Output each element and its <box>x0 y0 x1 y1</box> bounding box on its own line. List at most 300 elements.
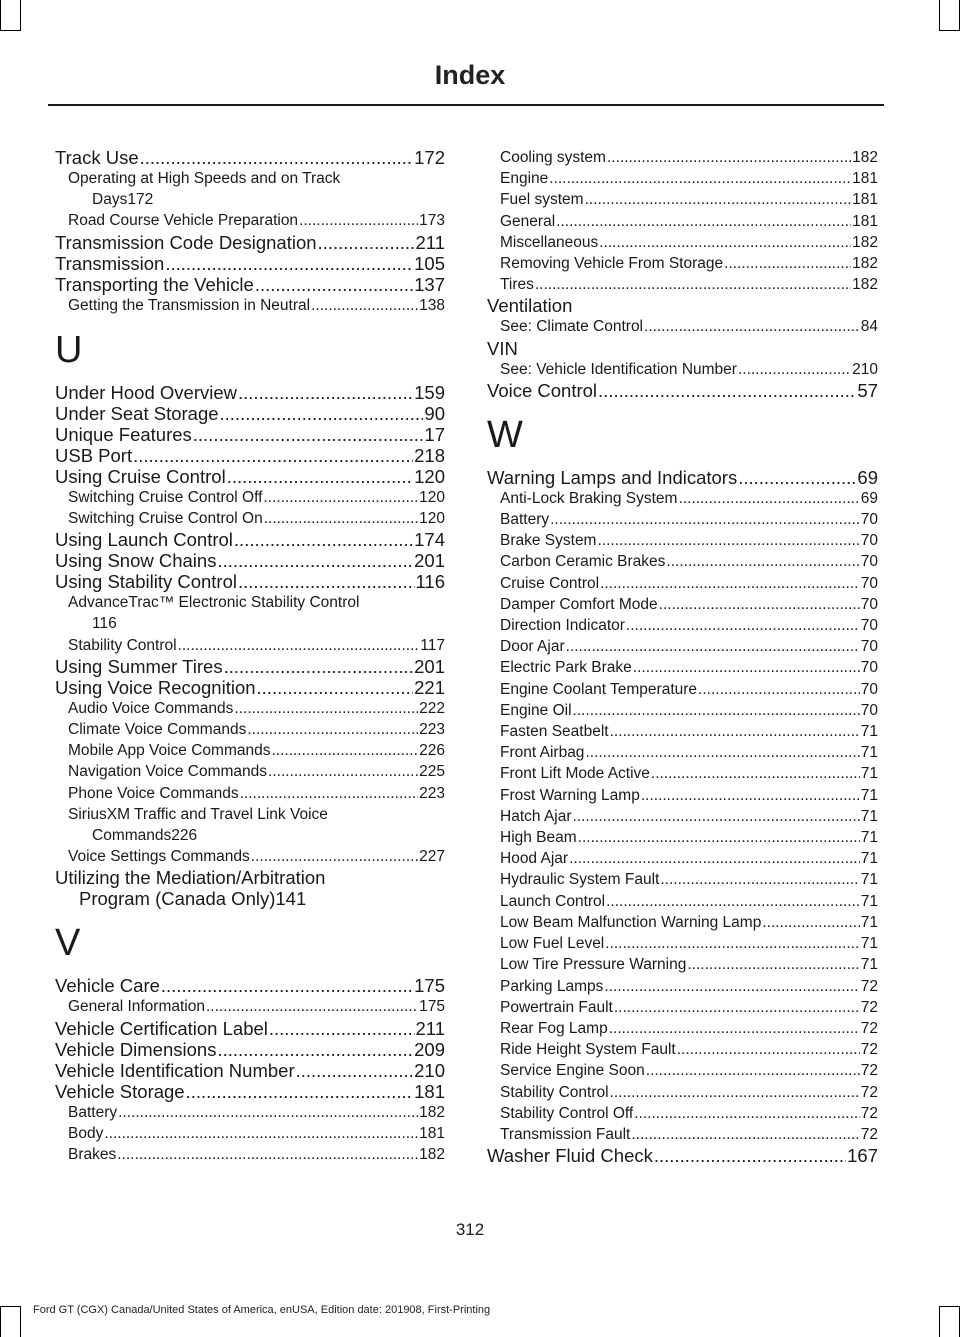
entry-page-number: 182 <box>852 233 878 251</box>
index-entry[interactable] <box>487 147 878 168</box>
dot-leader <box>240 783 419 804</box>
entry-page-number: 69 <box>857 466 878 488</box>
index-entry[interactable] <box>55 975 445 996</box>
dot-leader <box>646 1060 860 1081</box>
index-entry[interactable] <box>55 571 445 592</box>
index-entry[interactable] <box>487 189 878 210</box>
dot-leader <box>585 742 859 763</box>
entry-label: Hydraulic System Fault <box>500 871 660 889</box>
index-entry[interactable] <box>55 1123 445 1144</box>
entry-label: Hatch Ajar <box>500 807 572 825</box>
index-entry[interactable] <box>55 232 445 253</box>
dot-leader <box>600 573 860 594</box>
dot-leader <box>318 232 415 253</box>
index-entry[interactable] <box>55 656 445 677</box>
index-entry[interactable] <box>487 721 878 742</box>
entry-label: Engine Coolant Temperature <box>500 680 698 698</box>
entry-page-number: 71 <box>860 913 878 931</box>
index-heading: VIN <box>487 337 518 359</box>
dot-leader <box>607 147 851 168</box>
entry-page-number: 211 <box>415 231 445 253</box>
entry-page-number: 72 <box>860 1062 878 1080</box>
dot-leader <box>605 933 859 954</box>
entry-label: Battery <box>500 511 550 529</box>
entry-label: Climate Voice Commands <box>68 721 247 739</box>
header-rule <box>48 104 884 106</box>
entry-page-number: 181 <box>852 212 878 230</box>
entry-page-number: 227 <box>419 848 445 866</box>
dot-leader <box>573 806 860 827</box>
index-entry[interactable] <box>55 867 445 909</box>
entry-page-number: 120 <box>414 465 445 487</box>
entry-page-number: 210 <box>852 360 878 378</box>
index-entry[interactable] <box>55 635 445 656</box>
index-entry[interactable] <box>487 551 878 572</box>
entry-label-continued: Commands <box>92 827 172 845</box>
dot-leader <box>604 976 859 997</box>
dot-leader <box>610 1082 860 1103</box>
entry-label: Using Voice Recognition <box>55 676 256 698</box>
index-entry[interactable] <box>487 211 878 232</box>
index-entry[interactable] <box>487 700 878 721</box>
entry-label: Getting the Transmission in Neutral <box>68 296 311 314</box>
entry-label: Audio Voice Commands <box>68 699 234 717</box>
dot-leader <box>698 679 860 700</box>
index-entry[interactable] <box>487 1039 878 1060</box>
index-entry[interactable] <box>55 147 445 168</box>
index-entry[interactable] <box>55 1081 445 1102</box>
entry-page-number: 182 <box>852 255 878 273</box>
entry-page-number: 57 <box>857 379 878 401</box>
entry-label: Parking Lamps <box>500 977 604 995</box>
dot-leader <box>626 615 860 636</box>
entry-page-number: 72 <box>860 1104 878 1122</box>
dot-leader <box>178 635 420 656</box>
entry-page-number: 141 <box>275 888 307 910</box>
entry-label: Vehicle Care <box>55 975 160 997</box>
entry-page-number: 181 <box>852 191 878 209</box>
entry-label: Hood Ajar <box>500 850 569 868</box>
dot-leader <box>634 1103 860 1124</box>
dot-leader <box>535 274 851 295</box>
index-entry[interactable] <box>487 253 878 274</box>
dot-leader <box>206 996 418 1017</box>
index-entry[interactable] <box>487 679 878 700</box>
section-letter: V <box>55 922 81 965</box>
entry-label: USB Port <box>55 444 133 466</box>
dot-leader <box>234 529 413 550</box>
entry-page-number: 211 <box>415 1017 445 1039</box>
dot-leader <box>117 1144 418 1165</box>
dot-leader <box>654 1145 846 1166</box>
entry-page-number: 70 <box>860 595 878 613</box>
entry-label: Switching Cruise Control Off <box>68 488 263 506</box>
entry-page-number: 71 <box>860 871 878 889</box>
index-entry[interactable] <box>55 1144 445 1165</box>
index-entry[interactable] <box>487 1124 878 1145</box>
crop-mark <box>939 1306 960 1307</box>
entry-page-number: 172 <box>414 147 445 168</box>
index-entry[interactable] <box>487 509 878 530</box>
entry-page-number: 71 <box>860 892 878 910</box>
entry-label-continued: Program (Canada Only) <box>79 888 276 910</box>
entry-label: Stability Control <box>68 636 177 654</box>
footer-edition-text: Ford GT (CGX) Canada/United States of America, enUSA, Edition date: 201908, First-Printing <box>33 1304 491 1316</box>
dot-leader <box>165 253 413 274</box>
dot-leader <box>609 1018 860 1039</box>
index-entry[interactable] <box>487 594 878 615</box>
entry-page-number: 159 <box>414 381 445 403</box>
entry-label: Battery <box>68 1103 118 1121</box>
entry-label: Rear Fog Lamp <box>500 1019 608 1037</box>
page-number: 312 <box>455 1220 485 1239</box>
entry-label: See: Vehicle Identification Number <box>500 360 737 378</box>
entry-label: Engine <box>500 170 549 188</box>
entry-page-number: 201 <box>414 655 445 677</box>
entry-page-number: 174 <box>414 529 445 551</box>
index-entry[interactable] <box>55 168 445 210</box>
entry-page-number: 181 <box>852 170 878 188</box>
entry-label: Using Summer Tires <box>55 655 223 677</box>
entry-label: Fasten Seatbelt <box>500 723 609 741</box>
index-entry[interactable] <box>55 253 445 274</box>
entry-page-number: 223 <box>419 784 445 802</box>
index-entry[interactable] <box>487 168 878 189</box>
entry-label: Unique Features <box>55 423 192 445</box>
dot-leader <box>296 1060 414 1081</box>
index-entry[interactable] <box>487 1103 878 1124</box>
index-entry[interactable] <box>55 783 445 804</box>
entry-continuation <box>68 189 445 210</box>
dot-leader <box>133 445 413 466</box>
index-entry[interactable] <box>55 996 445 1017</box>
index-entry[interactable] <box>487 742 878 763</box>
dot-leader <box>738 467 856 488</box>
entry-page-number: 70 <box>860 617 878 635</box>
entry-page-number: 70 <box>860 659 878 677</box>
page-title: Index <box>434 60 506 90</box>
dot-leader <box>606 891 860 912</box>
index-entry[interactable] <box>55 274 445 295</box>
entry-page-number: 120 <box>419 510 445 528</box>
entry-page-number: 173 <box>419 212 445 230</box>
entry-label: Voice Settings Commands <box>68 848 250 866</box>
entry-label: Warning Lamps and Indicators <box>487 466 738 488</box>
index-entry[interactable] <box>55 846 445 867</box>
index-entry[interactable] <box>55 804 445 846</box>
index-entry[interactable] <box>487 848 878 869</box>
index-entry[interactable] <box>55 466 445 487</box>
entry-label: Fuel system <box>500 191 584 209</box>
dot-leader <box>578 827 860 848</box>
entry-page-number: 72 <box>860 1019 878 1037</box>
entry-label: Navigation Voice Commands <box>68 763 268 781</box>
entry-page-number: 137 <box>414 273 445 295</box>
index-entry[interactable] <box>487 954 878 975</box>
dot-leader <box>651 763 860 784</box>
entry-label: Body <box>68 1124 104 1142</box>
crop-mark <box>20 1307 21 1337</box>
entry-continuation <box>55 888 445 909</box>
dot-leader <box>633 657 860 678</box>
dot-leader <box>299 210 418 231</box>
entry-label: Powertrain Fault <box>500 998 613 1016</box>
section-letter: U <box>55 328 83 371</box>
entry-page-number: 71 <box>860 744 878 762</box>
index-entry[interactable] <box>487 806 878 827</box>
dot-leader <box>193 424 424 445</box>
index-entry[interactable] <box>487 530 878 551</box>
dot-leader <box>641 785 860 806</box>
entry-label: Stability Control Off <box>500 1104 634 1122</box>
entry-label: General Information <box>68 998 205 1016</box>
entry-label: Utilizing the Mediation/Arbitration <box>55 867 326 889</box>
entry-label: Front Lift Mode Active <box>500 765 650 783</box>
entry-label: Using Stability Control <box>55 571 237 593</box>
entry-page-number: 71 <box>860 807 878 825</box>
crop-mark <box>20 0 21 30</box>
index-entry[interactable] <box>487 1145 878 1166</box>
dot-leader <box>269 1018 415 1039</box>
index-entry[interactable] <box>55 487 445 508</box>
entry-label: Low Beam Malfunction Warning Lamp <box>500 913 762 931</box>
entry-page-number: 225 <box>419 763 445 781</box>
entry-label: Damper Comfort Mode <box>500 595 658 613</box>
entry-page-number: 167 <box>847 1145 878 1167</box>
index-entry[interactable] <box>55 761 445 782</box>
dot-leader <box>264 508 418 529</box>
entry-page-number: 181 <box>419 1124 445 1142</box>
entry-page-number: 72 <box>860 998 878 1016</box>
entry-page-number: 117 <box>420 636 445 654</box>
dot-leader <box>311 295 418 316</box>
entry-page-number: 72 <box>860 977 878 995</box>
dot-leader <box>599 232 851 253</box>
entry-label: Removing Vehicle From Storage <box>500 255 724 273</box>
index-entry[interactable] <box>55 719 445 740</box>
index-entry[interactable] <box>487 1018 878 1039</box>
dot-leader <box>660 869 859 890</box>
dot-leader <box>550 509 860 530</box>
dot-leader <box>217 550 413 571</box>
entry-page-number: 116 <box>415 571 445 593</box>
entry-label: Brake System <box>500 532 597 550</box>
entry-label: Mobile App Voice Commands <box>68 742 271 760</box>
entry-label: Washer Fluid Check <box>487 1145 653 1167</box>
index-entry[interactable] <box>487 615 878 636</box>
index-entry[interactable] <box>55 295 445 316</box>
index-entry[interactable] <box>487 1082 878 1103</box>
entry-label: Track Use <box>55 147 139 168</box>
entry-label: Vehicle Dimensions <box>55 1038 217 1060</box>
dot-leader <box>186 1081 414 1102</box>
entry-page-number: 72 <box>860 1041 878 1059</box>
entry-label: Carbon Ceramic Brakes <box>500 553 666 571</box>
dot-leader <box>118 1102 418 1123</box>
entry-page-number: 72 <box>860 1083 878 1101</box>
entry-label: Direction Indicator <box>500 617 625 635</box>
index-entry[interactable] <box>487 636 878 657</box>
dot-leader <box>569 848 860 869</box>
index-entry[interactable] <box>487 869 878 890</box>
entry-page-number: 210 <box>414 1059 445 1081</box>
index-entry[interactable] <box>487 316 878 337</box>
dot-leader <box>255 274 413 295</box>
entry-page-number: 70 <box>860 511 878 529</box>
entry-label: General <box>500 212 556 230</box>
entry-page-number: 120 <box>419 488 445 506</box>
entry-label: Anti-Lock Braking System <box>500 489 678 507</box>
entry-label: Cooling system <box>500 149 606 166</box>
dot-leader <box>251 846 418 867</box>
index-entry[interactable] <box>487 763 878 784</box>
dot-leader <box>268 761 418 782</box>
index-entry[interactable] <box>487 657 878 678</box>
dot-leader <box>140 147 414 168</box>
dot-leader <box>598 380 856 401</box>
dot-leader <box>238 571 415 592</box>
entry-page-number: 116 <box>92 615 117 633</box>
dot-leader <box>271 740 418 761</box>
entry-page-number: 71 <box>860 956 878 974</box>
entry-label: Ride Height System Fault <box>500 1041 676 1059</box>
index-entry[interactable] <box>487 976 878 997</box>
index-entry[interactable] <box>55 508 445 529</box>
dot-leader <box>762 912 859 933</box>
entry-label: Using Snow Chains <box>55 550 217 572</box>
dot-leader <box>227 466 413 487</box>
entry-page-number: 175 <box>419 998 445 1016</box>
index-entry[interactable] <box>487 997 878 1018</box>
entry-label: Miscellaneous <box>500 233 599 251</box>
entry-label: Stability Control <box>500 1083 609 1101</box>
entry-label: AdvanceTrac™ Electronic Stability Control <box>68 594 360 612</box>
entry-page-number: 182 <box>852 149 878 166</box>
index-entry[interactable] <box>487 274 878 295</box>
entry-page-number: 201 <box>414 550 445 572</box>
dot-leader <box>257 677 414 698</box>
entry-label: SiriusXM Traffic and Travel Link Voice <box>68 805 328 823</box>
index-entry[interactable] <box>487 827 878 848</box>
index-entry[interactable] <box>55 445 445 466</box>
entry-label: Phone Voice Commands <box>68 784 239 802</box>
dot-leader <box>666 551 859 572</box>
index-entry[interactable] <box>55 677 445 698</box>
entry-label: Electric Park Brake <box>500 659 632 677</box>
index-entry[interactable] <box>487 380 878 401</box>
index-heading: Ventilation <box>487 295 573 317</box>
crop-mark <box>939 0 940 30</box>
entry-page-number: 70 <box>860 701 878 719</box>
dot-leader <box>585 189 852 210</box>
entry-page-number: 182 <box>852 276 878 294</box>
index-entry[interactable] <box>487 785 878 806</box>
entry-page-number: 105 <box>414 252 445 274</box>
index-entry[interactable] <box>487 573 878 594</box>
index-entry[interactable] <box>55 424 445 445</box>
index-entry[interactable] <box>55 698 445 719</box>
entry-label: Switching Cruise Control On <box>68 510 263 528</box>
dot-leader <box>677 1039 860 1060</box>
entry-label-continued: Days <box>92 191 128 209</box>
entry-page-number: 226 <box>419 742 445 760</box>
index-entry[interactable] <box>487 891 878 912</box>
index-entry[interactable] <box>487 232 878 253</box>
entry-page-number: 223 <box>419 721 445 739</box>
index-entry[interactable] <box>55 550 445 571</box>
dot-leader <box>263 487 418 508</box>
index-entry[interactable] <box>55 740 445 761</box>
index-entry[interactable] <box>55 1060 445 1081</box>
entry-label: Vehicle Storage <box>55 1080 185 1102</box>
dot-leader <box>678 488 859 509</box>
entry-page-number: 218 <box>414 444 445 466</box>
entry-page-number: 70 <box>860 532 878 550</box>
index-entry[interactable] <box>487 359 878 380</box>
index-entry[interactable] <box>55 403 445 424</box>
dot-leader <box>247 719 418 740</box>
index-entry[interactable] <box>55 382 445 403</box>
index-entry[interactable] <box>487 912 878 933</box>
entry-page-number: 70 <box>860 680 878 698</box>
entry-page-number: 222 <box>419 699 445 717</box>
entry-page-number: 71 <box>860 723 878 741</box>
index-entry[interactable] <box>55 1018 445 1039</box>
entry-page-number: 90 <box>424 402 445 424</box>
crop-mark <box>0 30 21 31</box>
entry-page-number: 70 <box>860 574 878 592</box>
entry-label: Road Course Vehicle Preparation <box>68 212 299 230</box>
entry-label: High Beam <box>500 829 577 847</box>
entry-page-number: 71 <box>860 935 878 953</box>
index-entry[interactable] <box>487 1060 878 1081</box>
entry-label: Transmission <box>55 252 165 274</box>
crop-mark <box>939 1307 940 1337</box>
crop-mark <box>0 1306 21 1307</box>
dot-leader <box>566 636 860 657</box>
index-entry[interactable] <box>55 1102 445 1123</box>
dot-leader <box>549 168 851 189</box>
index-entry[interactable] <box>55 592 445 634</box>
entry-page-number: 71 <box>860 765 878 783</box>
entry-label: Vehicle Certification Label <box>55 1017 268 1039</box>
entry-label: Transmission Code Designation <box>55 231 317 253</box>
dot-leader <box>224 656 414 677</box>
index-entry[interactable] <box>55 210 445 231</box>
dot-leader <box>238 382 413 403</box>
entry-page-number: 72 <box>860 1125 878 1143</box>
entry-page-number: 138 <box>419 296 445 314</box>
index-entry[interactable] <box>487 933 878 954</box>
entry-label: Under Seat Storage <box>55 402 219 424</box>
entry-page-number: 84 <box>860 318 878 336</box>
index-entry[interactable] <box>55 1039 445 1060</box>
index-entry[interactable] <box>487 488 878 509</box>
entry-label: See: Climate Control <box>500 318 644 336</box>
entry-label: Low Tire Pressure Warning <box>500 956 687 974</box>
entry-label: Brakes <box>68 1146 117 1164</box>
entry-label: Front Airbag <box>500 744 585 762</box>
dot-leader <box>234 698 418 719</box>
entry-page-number: 221 <box>414 676 445 698</box>
index-entry[interactable] <box>487 467 878 488</box>
index-entry[interactable] <box>55 529 445 550</box>
dot-leader <box>556 211 851 232</box>
entry-page-number: 70 <box>860 553 878 571</box>
crop-mark <box>0 0 1 30</box>
entry-label: Voice Control <box>487 379 598 401</box>
dot-leader <box>614 997 860 1018</box>
